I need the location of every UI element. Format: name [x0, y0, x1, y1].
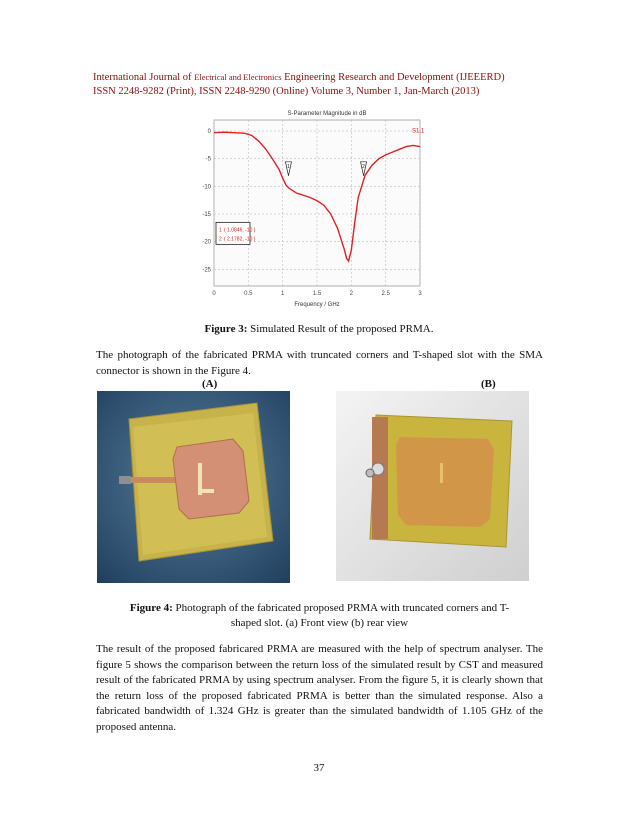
x-axis-label: Frequency / GHz [294, 302, 340, 308]
y-tick-label: -15 [202, 212, 211, 219]
journal-header [93, 70, 553, 99]
y-tick-label: -10 [202, 184, 211, 191]
x-tick-label: 2.5 [381, 291, 390, 297]
figure-3-caption [0, 322, 638, 337]
legend-series-label: S1,1 [412, 128, 425, 135]
figure-3-label: Figure 3: [204, 323, 248, 335]
chart-title: S-Parameter Magnitude in dB [287, 111, 367, 117]
page-number: 37 [313, 762, 325, 774]
y-tick-label: -20 [202, 239, 211, 246]
photo-b-label: (B) [481, 378, 496, 390]
header-text-c: Engineering Research and Development (IJEEERD) [281, 72, 505, 83]
x-tick-label: 2 [349, 291, 354, 297]
paragraph-1: The photograph of the fabricated PRMA with truncated corners and T-shaped slot with the SMA connector is shown in the Figure 4. [96, 349, 543, 377]
figure-4-text-1: Photograph of the fabricated proposed PRMA with truncated corners and T- [172, 602, 510, 614]
readout-2-label: 2 [219, 236, 222, 243]
photo-a-label: (A) [202, 378, 218, 390]
header-text-b: Electrical and Electronics [194, 72, 282, 82]
readout-1-label: 1 [219, 227, 222, 234]
paragraph-2: The result of the proposed fabricared PRMA are measured with the help of spectrum analyser. The figure 5 shows the comparison between the return loss of the simulated result by CST and measured result of the fabricated PRMA by using spectrum analyser. From the figure 5, it is clearly shown that the return loss of the proposed fabricated PRMA is better than the simulated response. Also a fabricated bandwidth of 1.324 GHz is greater than the simulated bandwidth of 1.105 GHz of the proposed antenna. [96, 643, 543, 733]
marker-label: 1 [287, 163, 290, 170]
y-tick-label: -5 [205, 156, 211, 163]
figure-4-line-1 [96, 601, 543, 616]
header-line-1 [93, 70, 553, 85]
marker-label: 2 [362, 163, 365, 170]
s-parameter-chart [198, 106, 438, 312]
x-tick-label: 1.5 [312, 291, 322, 297]
x-tick-label: 0.5 [244, 291, 253, 297]
rear-view-photo [336, 391, 529, 581]
figure-4-caption [96, 601, 543, 631]
x-tick-label: 0 [212, 291, 216, 297]
front-view-photo [97, 391, 290, 583]
readout-1-text: ( 1.0846, -10 ) [224, 227, 256, 234]
y-tick-label: -25 [202, 267, 211, 274]
header-text-a: International Journal of [93, 72, 195, 83]
x-tick-label: 1 [280, 291, 285, 297]
y-tick-label: 0 [207, 129, 211, 136]
figure-4-line-2: shaped slot. (a) Front view (b) rear view [230, 617, 409, 629]
x-tick-label: 3 [418, 291, 422, 297]
figure-4-label: Figure 4: [129, 602, 173, 614]
figure-3-text: Simulated Result of the proposed PRMA. [247, 323, 434, 335]
readout-2-text: ( 2.1782, -10 ) [224, 236, 256, 243]
header-line-2: ISSN 2248-9282 (Print), ISSN 2248-9290 (Online) Volume 3, Number 1, Jan-March (2013) [93, 86, 480, 97]
